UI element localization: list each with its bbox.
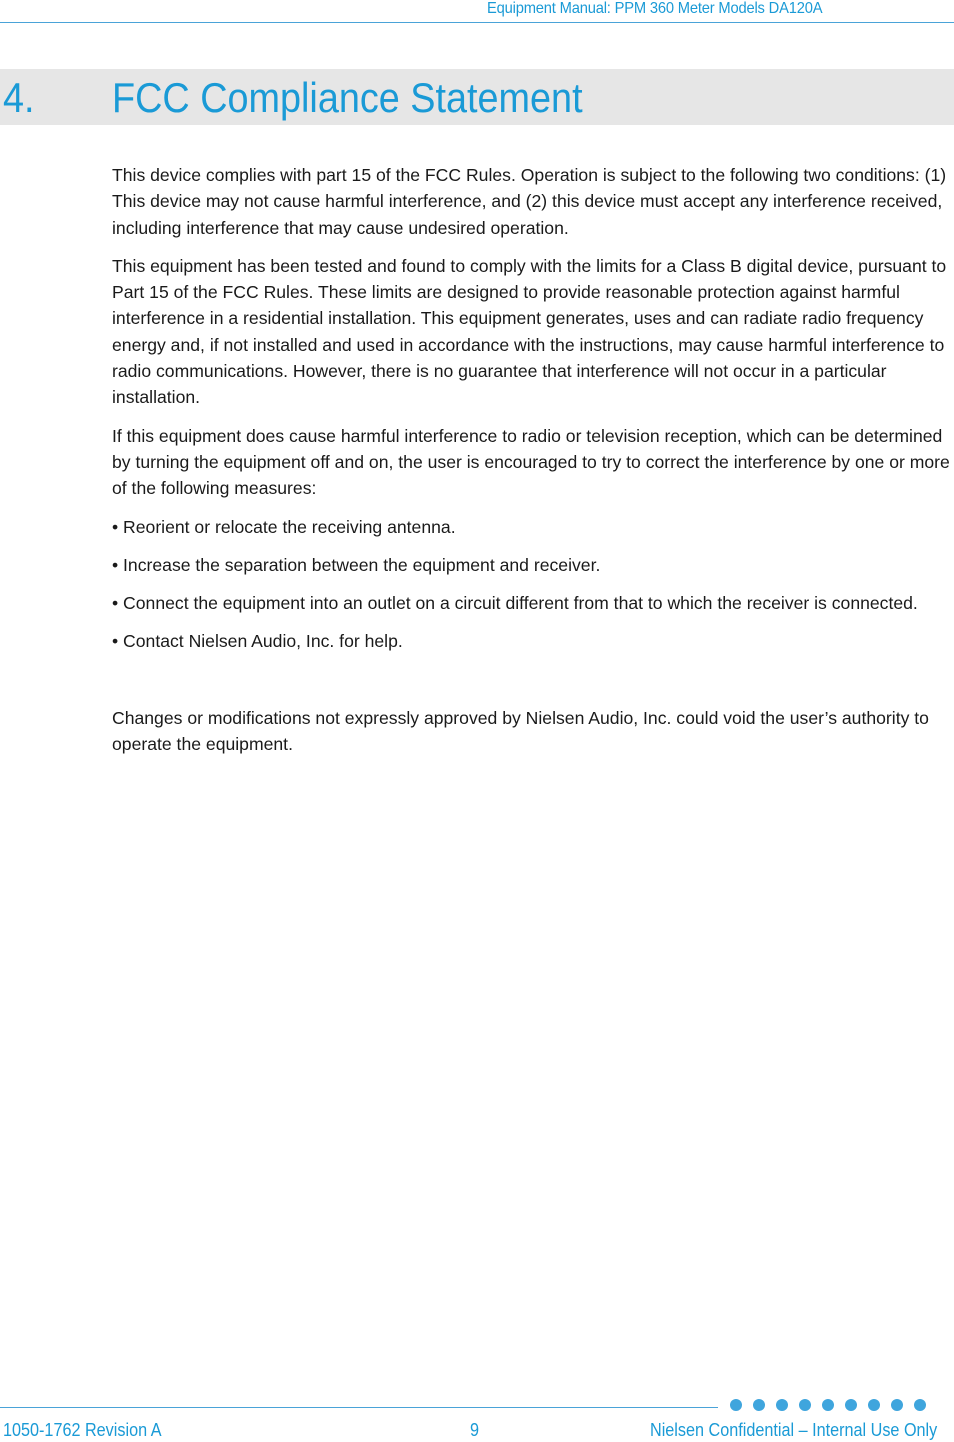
footer-confidentiality: Nielsen Confidential – Internal Use Only — [650, 1420, 938, 1440]
dot-icon — [753, 1399, 765, 1411]
dot-icon — [868, 1399, 880, 1411]
dot-icon — [776, 1399, 788, 1411]
paragraph-class-b-limits: This equipment has been tested and found to comply with the limits for a Class B digital device, pursuant to Part 15 of the FCC Rules. These limits are designed to provide reasonable protection against harmful interference in a residential installation. This equipment generates, uses and can radiate radio frequency energy and, if not installed and used in accordance with the instructions, may cause harmful interference to radio communications. However, there is no guarantee that interference will not occur in a particular installation. — [112, 255, 947, 408]
footer-doc-id: 1050-1762 Revision A — [3, 1420, 162, 1440]
list-item-different-circuit: • Connect the equipment into an outlet on a circuit different from that to which the receiver is connected. — [112, 593, 918, 614]
dot-icon — [891, 1399, 903, 1411]
section-number: 4. — [3, 74, 35, 121]
dot-icon — [730, 1399, 742, 1411]
paragraph-interference-measures-intro: If this equipment does cause harmful interference to radio or television reception, which can be determined by turning the equipment off and on, the user is encouraged to try to correct the interference by one or more of the following measures: — [112, 425, 950, 499]
footer-divider — [0, 1407, 718, 1408]
dot-icon — [799, 1399, 811, 1411]
running-header: Equipment Manual: PPM 360 Meter Models DA120A — [487, 0, 823, 17]
list-item-contact-nielsen: • Contact Nielsen Audio, Inc. for help. — [112, 631, 403, 652]
header-divider — [0, 22, 954, 23]
dot-icon — [845, 1399, 857, 1411]
section-title: FCC Compliance Statement — [112, 74, 583, 121]
footer-page-number: 9 — [470, 1420, 480, 1440]
list-item-reorient-antenna: • Reorient or relocate the receiving antenna. — [112, 516, 456, 537]
dot-icon — [914, 1399, 926, 1411]
dot-icon — [822, 1399, 834, 1411]
paragraph-compliance-conditions: This device complies with part 15 of the FCC Rules. Operation is subject to the following two conditions: (1) This device may not cause harmful interference, and (2) this device must accept any interference received, including interference that may cause undesired operation. — [112, 165, 947, 238]
list-item-increase-separation: • Increase the separation between the equipment and receiver. — [112, 554, 601, 575]
body-content — [112, 162, 952, 769]
footer-dot-ornament — [730, 1399, 926, 1411]
paragraph-modifications-warning: Changes or modifications not expressly approved by Nielsen Audio, Inc. could void the user’s authority to operate the equipment. — [112, 707, 929, 755]
